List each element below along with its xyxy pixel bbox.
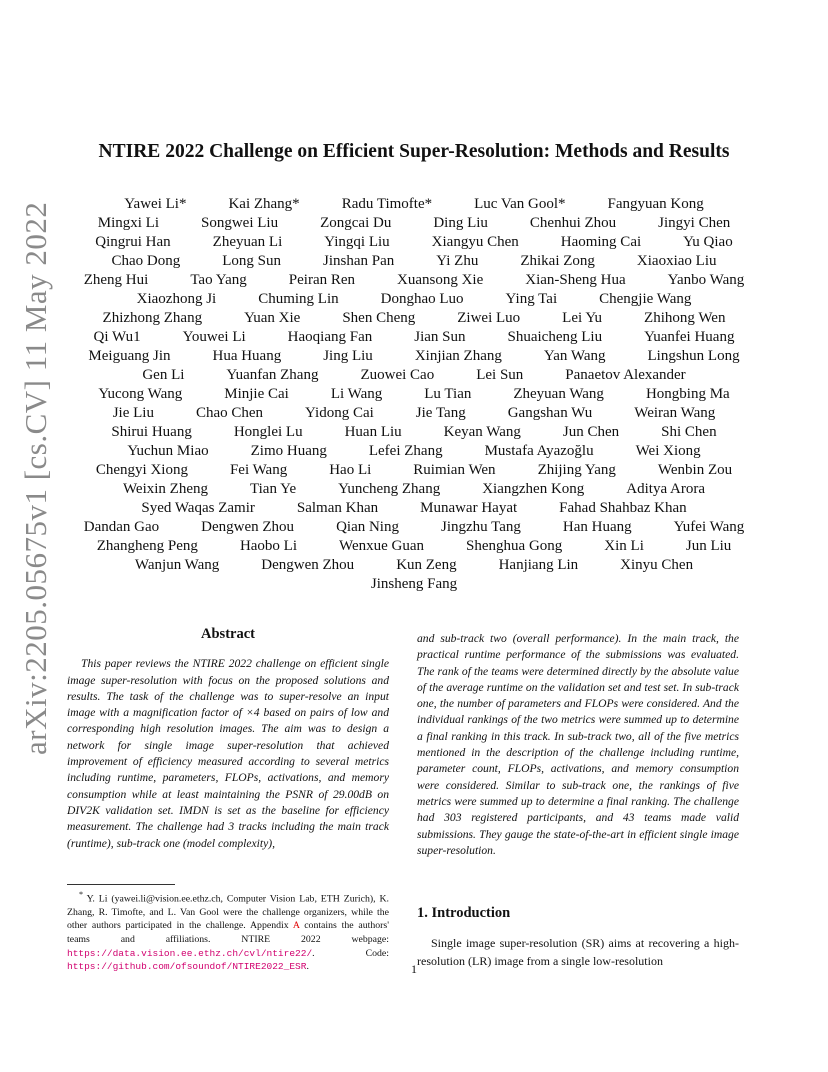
author-name: Minjie Cai <box>224 386 289 402</box>
author-name: Fangyuan Kong <box>607 196 704 212</box>
author-name: Yuanfan Zhang <box>226 367 319 383</box>
author-name: Zhijing Yang <box>537 462 616 478</box>
author-name: Luc Van Gool* <box>474 196 566 212</box>
author-name: Qingrui Han <box>95 234 171 250</box>
author-name: Meiguang Jin <box>88 348 171 364</box>
author-name: Chenhui Zhou <box>529 215 617 231</box>
author-row <box>62 385 766 404</box>
abstract-text-part2: and sub-track two (overall performance). In the main track, the practical runtime performance of the submissions was evaluated. The rank of the teams were determined directly by the absolute value of the average runtime on the validation set and test set. In sub-track one, the number of parameters and FLOPs were considered. And the individual rankings of the two metrics were summed up to determine a final ranking in this track. In sub-track two, all of the five metrics mentioned in the description of the challenge including runtime, parameter count, FLOPs, activations, and memory consumption were considered. Similar to sub-track one, the rankings of five metrics were summed up to determine a final ranking. The challenge had 303 registered participants, and 43 teams made valid submissions. They gauge the state-of-the-art in efficient single image super-resolution. <box>417 632 739 857</box>
author-name: Xiangzhen Kong <box>482 481 585 497</box>
arxiv-identifier: arXiv:2205.05675v1 [cs.CV] 11 May 2022 <box>18 201 53 755</box>
footnote-text-4: . <box>306 961 309 973</box>
author-name: Jian Sun <box>414 329 466 345</box>
footnote-rule <box>67 884 175 885</box>
author-name: Yanbo Wang <box>667 272 745 288</box>
author-name: Tian Ye <box>250 481 297 497</box>
author-name: Haobo Li <box>239 538 298 554</box>
author-name: Syed Waqas Zamir <box>141 500 255 516</box>
author-name: Qian Ning <box>336 519 399 535</box>
author-row <box>62 233 766 252</box>
author-row <box>62 404 766 423</box>
author-name: Fahad Shahbaz Khan <box>559 500 687 516</box>
footnote-text-1: Y. Li (yawei.li@vision.ee.ethz.ch, Computer Vision Lab, ETH Zurich), K. Zhang, R. Timofte, and L. Van Gool were the challenge organizers, while the other authors participated in the challenge. Appendix <box>67 893 389 932</box>
author-row <box>62 290 766 309</box>
code-link[interactable]: https://github.com/ofsoundof/NTIRE2022_ESR <box>67 961 307 973</box>
author-name: Ding Liu <box>433 215 488 231</box>
author-name: Lei Yu <box>562 310 603 326</box>
author-name: Jing Liu <box>323 348 373 364</box>
author-row <box>62 537 766 556</box>
author-name: Yuchun Miao <box>127 443 209 459</box>
author-name: Salman Khan <box>296 500 379 516</box>
author-row <box>62 518 766 537</box>
author-name: Panaetov Alexander <box>565 367 686 383</box>
author-name: Weiran Wang <box>634 405 716 421</box>
author-name: Yuncheng Zhang <box>338 481 441 497</box>
author-row <box>62 309 766 328</box>
author-row <box>62 328 766 347</box>
author-name: Chuming Lin <box>258 291 339 307</box>
author-name: Munawar Hayat <box>420 500 518 516</box>
author-name: Haoming Cai <box>560 234 642 250</box>
author-row <box>62 423 766 442</box>
author-name: Long Sun <box>222 253 281 269</box>
author-name: Xin Li <box>604 538 644 554</box>
author-row <box>62 195 766 214</box>
author-name: Zhangheng Peng <box>96 538 198 554</box>
author-name: Yuan Xie <box>244 310 301 326</box>
author-name: Dengwen Zhou <box>261 557 355 573</box>
introduction-heading: 1. Introduction <box>417 905 511 921</box>
footnote <box>67 888 389 974</box>
author-row <box>62 252 766 271</box>
author-row <box>62 366 766 385</box>
author-name: Jie Liu <box>112 405 154 421</box>
author-name: Zimo Huang <box>250 443 327 459</box>
appendix-link[interactable]: A <box>292 920 300 932</box>
author-name: Mingxi Li <box>97 215 159 231</box>
author-row <box>62 271 766 290</box>
author-name: Zheng Hui <box>83 272 149 288</box>
author-name: Xiaoxiao Liu <box>636 253 717 269</box>
author-name: Shirui Huang <box>111 424 192 440</box>
footnote-text-3: . Code: <box>312 947 389 959</box>
author-name: Dengwen Zhou <box>201 519 295 535</box>
author-name: Aditya Arora <box>626 481 706 497</box>
author-name: Songwei Liu <box>201 215 279 231</box>
author-name: Shi Chen <box>661 424 717 440</box>
author-name: Lei Sun <box>476 367 524 383</box>
author-name: Wenbin Zou <box>657 462 733 478</box>
author-name: Gen Li <box>142 367 185 383</box>
author-name: Gangshan Wu <box>507 405 593 421</box>
author-name: Dandan Gao <box>83 519 160 535</box>
author-row <box>62 214 766 233</box>
author-name: Yuanfei Huang <box>644 329 735 345</box>
author-name: Zheyuan Wang <box>513 386 604 402</box>
author-name: Yufei Wang <box>673 519 745 535</box>
author-name: Lu Tian <box>424 386 472 402</box>
author-name: Yingqi Liu <box>324 234 390 250</box>
page-number: 1 <box>411 962 417 976</box>
author-row <box>62 480 766 499</box>
author-name: Xiangyu Chen <box>431 234 519 250</box>
author-name: Zongcai Du <box>320 215 392 231</box>
author-name: Hanjiang Lin <box>498 557 579 573</box>
author-name: Mustafa Ayazoğlu <box>484 443 594 459</box>
author-name: Donghao Luo <box>380 291 464 307</box>
author-name: Weixin Zheng <box>122 481 208 497</box>
author-row <box>62 442 766 461</box>
author-name: Jun Chen <box>562 424 620 440</box>
author-name: Chengjie Wang <box>599 291 692 307</box>
author-row <box>62 347 766 366</box>
footnote-marker: * <box>79 890 84 899</box>
author-name: Shuaicheng Liu <box>507 329 603 345</box>
author-name: Youwei Li <box>182 329 246 345</box>
author-name: Hongbing Ma <box>645 386 730 402</box>
author-row <box>62 575 766 594</box>
author-name: Shenghua Gong <box>466 538 563 554</box>
webpage-link[interactable]: https://data.vision.ee.ethz.ch/cvl/ntire22/ <box>67 947 313 959</box>
author-name: Honglei Lu <box>233 424 303 440</box>
author-name: Yucong Wang <box>98 386 183 402</box>
author-name: Zhizhong Zhang <box>102 310 203 326</box>
author-name: Radu Timofte* <box>341 196 433 212</box>
author-name: Wanjun Wang <box>134 557 220 573</box>
author-name: Zuowei Cao <box>360 367 435 383</box>
author-name: Yan Wang <box>543 348 606 364</box>
author-name: Shen Cheng <box>342 310 416 326</box>
author-list <box>62 195 766 594</box>
author-name: Ziwei Luo <box>457 310 521 326</box>
author-name: Hua Huang <box>212 348 282 364</box>
footnote-text-2: contains the authors' teams and affiliations. NTIRE 2022 webpage: <box>67 920 389 946</box>
author-row <box>62 499 766 518</box>
author-name: Chao Chen <box>195 405 264 421</box>
author-name: Fei Wang <box>229 462 288 478</box>
author-name: Jinsheng Fang <box>370 576 458 592</box>
author-name: Chengyi Xiong <box>95 462 188 478</box>
author-name: Huan Liu <box>344 424 402 440</box>
author-name: Kai Zhang* <box>228 196 300 212</box>
author-name: Hao Li <box>329 462 372 478</box>
author-name: Keyan Wang <box>443 424 521 440</box>
abstract-left-column <box>67 626 389 852</box>
author-name: Xinyu Chen <box>620 557 694 573</box>
author-name: Yidong Cai <box>305 405 374 421</box>
author-name: Zhikai Zong <box>520 253 595 269</box>
author-name: Qi Wu1 <box>93 329 141 345</box>
paper-title: NTIRE 2022 Challenge on Efficient Super-Resolution: Methods and Results <box>98 141 730 162</box>
author-name: Xuansong Xie <box>397 272 484 288</box>
author-name: Yu Qiao <box>683 234 733 250</box>
author-name: Jingzhu Tang <box>440 519 521 535</box>
author-name: Jinshan Pan <box>323 253 395 269</box>
author-name: Zhihong Wen <box>644 310 726 326</box>
author-name: Yi Zhu <box>436 253 479 269</box>
author-name: Kun Zeng <box>396 557 457 573</box>
author-name: Chao Dong <box>111 253 181 269</box>
author-name: Haoqiang Fan <box>287 329 373 345</box>
abstract-right-column <box>417 631 739 859</box>
author-name: Ruimian Wen <box>413 462 496 478</box>
author-name: Xian-Sheng Hua <box>525 272 626 288</box>
author-name: Han Huang <box>562 519 632 535</box>
author-name: Xiaozhong Ji <box>136 291 217 307</box>
author-name: Zheyuan Li <box>212 234 283 250</box>
author-name: Jie Tang <box>415 405 466 421</box>
introduction-paragraph: Single image super-resolution (SR) aims at recovering a high-resolution (LR) image from a single low-resolution <box>417 936 739 968</box>
author-name: Peiran Ren <box>288 272 356 288</box>
author-row <box>62 461 766 480</box>
author-name: Wenxue Guan <box>339 538 425 554</box>
author-row <box>62 556 766 575</box>
author-name: Xinjian Zhang <box>414 348 502 364</box>
author-name: Wei Xiong <box>635 443 701 459</box>
author-name: Li Wang <box>330 386 383 402</box>
abstract-heading: Abstract <box>201 626 255 642</box>
abstract-text-part1: This paper reviews the NTIRE 2022 challenge on efficient single image super-resolution with focus on the proposed solutions and results. The task of the challenge was to super-resolve an input image with a magnification factor of ×4 based on pairs of low and corresponding high resolution images. The aim was to design a network for single image super-resolution that achieved improvement of efficiency measured according to several metrics including runtime, parameters, FLOPs, activations, and memory consumption while at least maintaining the PSNR of 29.00dB on DIV2K validation set. IMDN is set as the baseline for efficiency measurement. The challenge had 3 tracks including the main track (runtime), sub-track one (model complexity), <box>67 657 389 850</box>
author-name: Tao Yang <box>190 272 247 288</box>
author-name: Jun Liu <box>685 538 732 554</box>
author-name: Lefei Zhang <box>368 443 443 459</box>
author-name: Lingshun Long <box>647 348 740 364</box>
author-name: Ying Tai <box>505 291 558 307</box>
author-name: Yawei Li* <box>124 196 187 212</box>
author-name: Jingyi Chen <box>658 215 731 231</box>
